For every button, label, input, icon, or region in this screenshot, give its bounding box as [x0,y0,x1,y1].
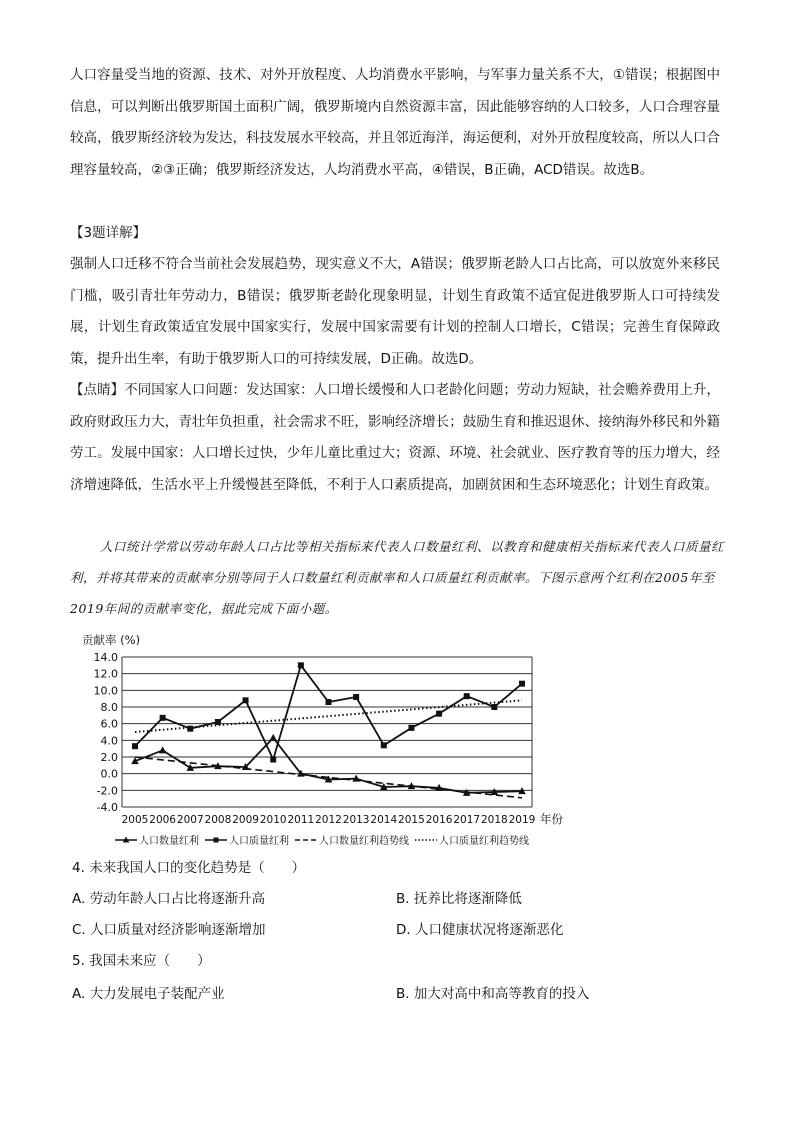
note-paragraph [70,375,720,501]
square-point [464,693,470,699]
question-4-option-a: A. 劳动年龄人口占比将逐渐升高 [72,891,266,907]
x-tick-labels [122,814,536,826]
triangle-point [269,734,277,741]
chart-legend [115,834,529,847]
question-4-option-d: D. 人口健康状况将逐渐恶化 [396,922,564,938]
x-tick-label: 2012 [315,814,342,826]
square-point [270,757,276,763]
y-tick-labels [94,651,119,814]
series-line [135,665,522,759]
data-series [131,662,526,796]
x-tick-label: 2017 [453,814,481,826]
x-tick-label: 2014 [370,814,398,826]
x-tick-label: 2008 [204,814,232,826]
square-point [353,694,359,700]
x-tick-label: 2006 [149,814,177,826]
square-point [298,662,304,668]
x-tick-label: 2016 [425,814,453,826]
note-label: 【点睛】 [70,382,125,398]
question-5-stem: 5. 我国未来应（ ） [72,953,211,969]
y-tick-label: 6.0 [100,717,118,731]
square-point [215,719,221,725]
question-4-stem: 4. 未来我国人口的变化趋势是（ ） [72,860,306,876]
y-tick-label: -2.0 [96,784,118,798]
explanation-paragraph-3: 强制人口迁移不符合当前社会发展趋势，现实意义不大，A错误；俄罗斯老龄人口占比高，可以放宽外来移民门槛，吸引青壮年劳动力，B错误；俄罗斯老龄化现象明显，计划生育政策不适宜促进俄罗斯人口可持续发展，计划生育政策适宜发展中国家实行，发展中国家需要有计划的控制人口增长，C错误；完善生育保障政策，提升出生率，有助于俄罗斯人口的可持续发展，D正确。故选D。 [70,256,720,367]
y-tick-label: 14.0 [93,651,118,664]
trend-lines [135,700,522,798]
x-tick-label: 2005 [121,814,149,826]
x-tick-label: 2009 [232,814,259,826]
grid-lines [122,657,532,807]
square-point [436,711,442,717]
question-5-option-b: B. 加大对高中和高等教育的投入 [396,986,590,1002]
square-point [491,704,497,710]
square-point [381,742,387,748]
x-tick-label: 2015 [398,814,425,826]
square-point [243,697,249,703]
x-tick-label: 2018 [480,814,508,826]
x-tick-label: 2007 [176,814,204,826]
y-tick-label: 2.0 [100,751,118,764]
square-point [187,726,193,732]
x-tick-label: 2011 [287,814,315,826]
square-point [132,743,138,749]
question-4-option-c: C. 人口质量对经济影响逐渐增加 [72,922,266,938]
square-point [408,725,414,731]
question-4-option-b: B. 抚养比将逐渐降低 [396,891,522,907]
series-line [135,738,522,793]
x-tick-label: 2013 [342,814,370,826]
section-heading-q3: 【3题详解】 [70,225,147,241]
triangle-point [159,746,167,753]
legend-label: 人口质量红利趋势线 [439,836,529,847]
y-tick-label: 10.0 [93,684,118,698]
explanation-paragraph-2: 人口容量受当地的资源、技术、对外开放程度、人均消费水平影响，与军事力量关系不大，①错误；根据图中信息，可以判断出俄罗斯国土面积广阔，俄罗斯境内自然资源丰富，因此能够容纳的人口较多，人口合理容量较高，俄罗斯经济较为发达，科技发展水平较高，并且邻近海洋，海运便利，对外开放程度较高，所以人口合理容量较高，②③正确；俄罗斯经济发达，人均消费水平高，④错误，B正确，ACD错误。故选B。 [70,67,720,178]
y-tick-label: 4.0 [100,734,118,748]
square-point [160,715,166,721]
legend-label: 人口数量红利 [139,836,199,847]
y-axis-label: 贡献率 (%) [82,633,141,647]
legend-label: 人口质量红利 [229,836,289,847]
square-point [519,681,525,687]
y-tick-label: 12.0 [93,667,118,681]
square-point [326,699,332,705]
question-5-option-a: A. 大力发展电子装配产业 [72,986,225,1002]
question-intro: 人口统计学常以劳动年龄人口占比等相关指标来代表人口数量红利、以教育和健康相关指标来代表人口质量红利，并将其带来的贡献率分别等同于人口数量红利贡献率和人口质量红利贡献率。下图示意两个红利在2005年至2019年间的贡献率变化，据此完成下面小题。 [70,539,725,616]
y-tick-label: -4.0 [96,801,118,814]
y-tick-label: 8.0 [100,701,118,714]
legend-square-marker [214,838,219,843]
note-text: 不同国家人口问题：发达国家：人口增长缓慢和人口老龄化问题；劳动力短缺，社会赡养费用上升，政府财政压力大，青壮年负担重，社会需求不旺，影响经济增长；鼓励生育和推迟退休、接纳海外移民和外籍劳工。发展中国家：人口增长过快，少年儿童比重过大；资源、环境、社会就业、医疗教育等的压力增大，经济增速降低，生活水平上升缓慢甚至降低，不利于人口素质提高，加剧贫困和生态环境恶化；计划生育政策。 [70,382,721,493]
y-tick-label: 0.0 [100,767,118,781]
x-tick-label: 2010 [259,814,287,826]
x-axis-label: 年份 [540,812,563,826]
legend-label: 人口数量红利趋势线 [319,836,409,847]
contribution-rate-chart [0,625,794,855]
x-tick-label: 2019 [508,814,536,826]
